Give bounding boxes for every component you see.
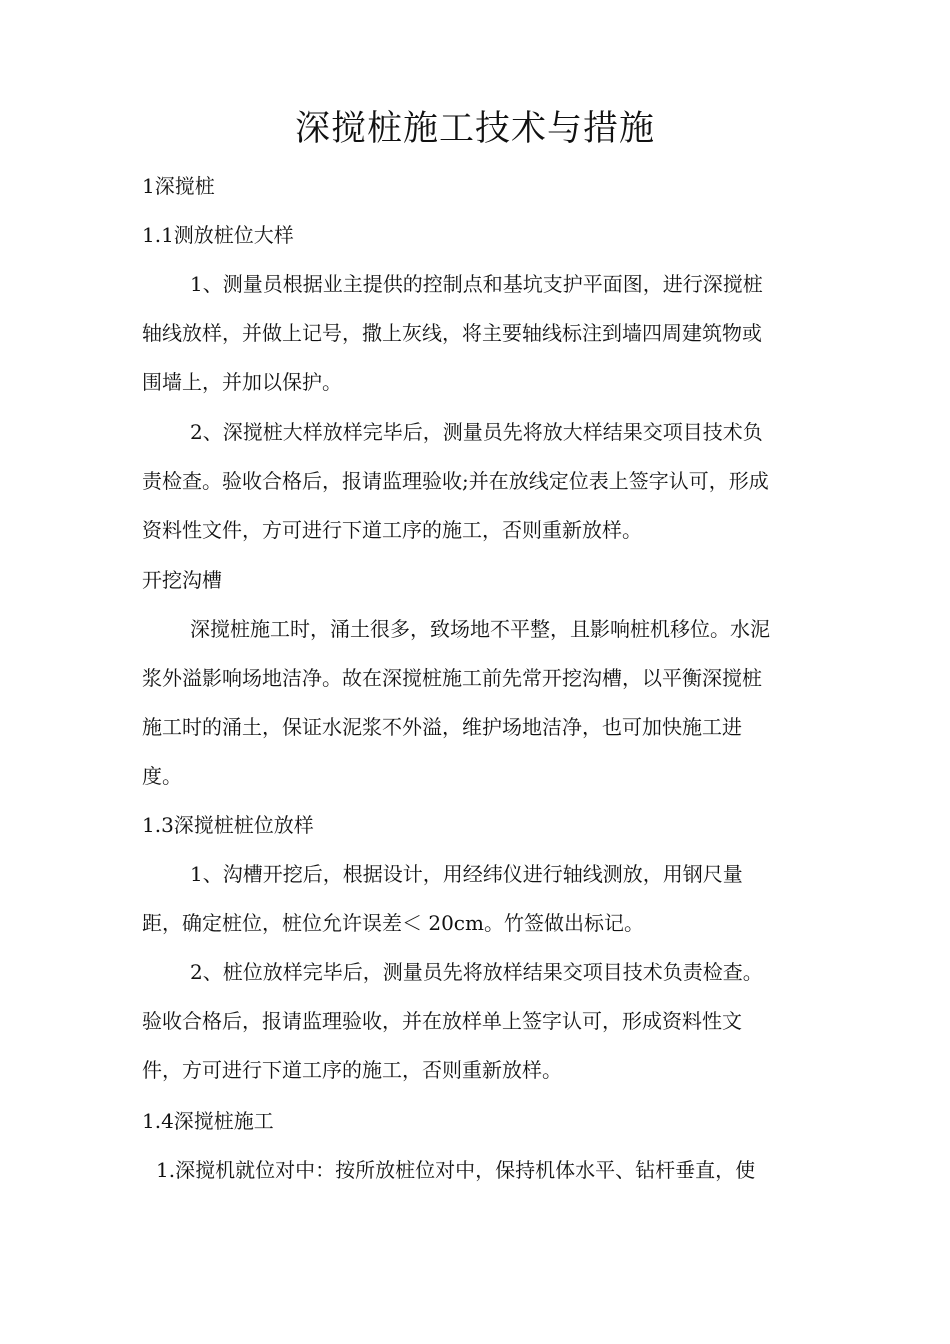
paragraph-3-line-1: 深搅桩施工时，涌土很多，致场地不平整，且影响桩机移位。水泥 [190,617,770,641]
paragraph-5-line-2: 验收合格后，报请监理验收，并在放样单上签字认可，形成资料性文 [142,1009,742,1033]
paragraph-3 [142,605,824,801]
paragraph-1-line-2: 轴线放样，并做上记号，撒上灰线，将主要轴线标注到墙四周建筑物或 [142,321,762,345]
section-heading-1-1: 1.1测放桩位大样 [142,223,294,247]
paragraph-6 [142,1146,824,1195]
paragraph-1-line-3: 围墙上，并加以保护。 [142,370,342,394]
section-heading-trench: 开挖沟槽 [142,568,222,592]
paragraph-4-line-2: 距，确定桩位，桩位允许误差＜ 20cm。竹签做出标记。 [142,911,644,935]
page-title: 深搅桩施工技术与措施 [294,109,655,149]
section-heading-1-4: 1.4深搅桩施工 [142,1109,274,1133]
paragraph-5 [142,948,824,1095]
paragraph-4 [142,850,824,948]
paragraph-3-line-4: 度。 [142,764,182,788]
paragraph-5-line-3: 件，方可进行下道工序的施工，否则重新放样。 [142,1058,562,1082]
paragraph-2-line-2: 责检查。验收合格后，报请监理验收;并在放线定位表上签字认可，形成 [142,469,769,493]
paragraph-2-line-3: 资料性文件，方可进行下道工序的施工，否则重新放样。 [142,518,642,542]
paragraph-2 [142,408,824,555]
paragraph-5-line-1: 2、桩位放样完毕后，测量员先将放样结果交项目技术负责检查。 [190,960,763,984]
section-heading-1: 1深搅桩 [142,174,215,198]
paragraph-2-line-1: 2、深搅桩大样放样完毕后，测量员先将放大样结果交项目技术负 [190,420,763,444]
section-heading-1-3: 1.3深搅桩桩位放样 [142,813,314,837]
paragraph-4-line-1: 1、沟槽开挖后，根据设计，用经纬仪进行轴线测放，用钢尺量 [190,862,743,886]
paragraph-1-line-1: 1、测量员根据业主提供的控制点和基坑支护平面图，进行深搅桩 [190,272,763,296]
paragraph-1 [142,260,824,407]
paragraph-6-line-1: 1.深搅机就位对中：按所放桩位对中，保持机体水平、钻杆垂直，使 [156,1158,756,1182]
paragraph-3-line-2: 浆外溢影响场地洁净。故在深搅桩施工前先常开挖沟槽，以平衡深搅桩 [142,666,762,690]
paragraph-3-line-3: 施工时的涌土，保证水泥浆不外溢，维护场地洁净，也可加快施工进 [142,715,742,739]
